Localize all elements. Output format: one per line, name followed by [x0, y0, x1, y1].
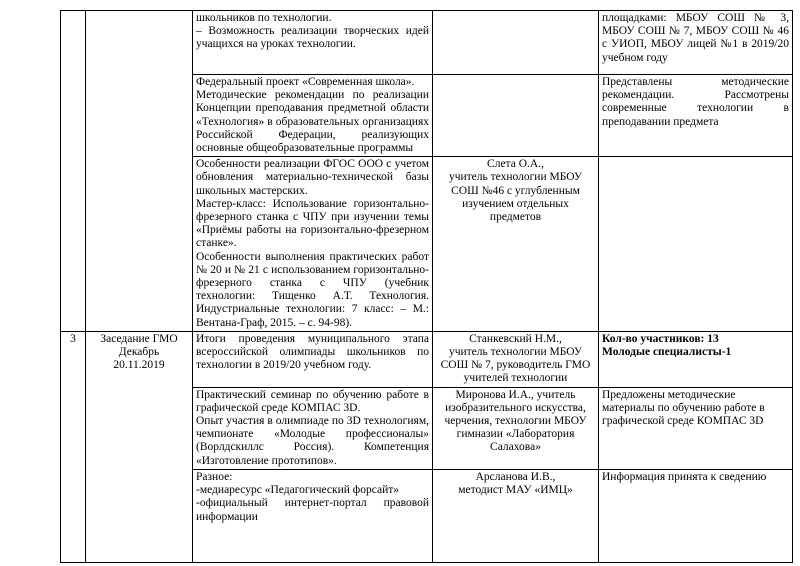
cell-row-number: [61, 331, 86, 562]
content-paragraph: -официальный интернет-портал правовой информации: [196, 497, 429, 523]
speaker-title: учитель технологии МБОУ СОШ №46 с углубленным изучением отдельных предметов: [448, 171, 583, 224]
cell-agenda-content: [193, 331, 433, 387]
speaker-name-title: Миронова И.А., учитель изобразительного искусства, черчения, технологии МБОУ гимназии «Лаборатория Салахова»: [444, 388, 587, 454]
cell-agenda-content: [193, 387, 433, 469]
content-paragraph: Особенности выполнения практических работ № 20 и № 21 с использованием горизонтально-фрезерного станка с ЧПУ (учебник технологии: Тищенко А.Т. Технология. Индустриальные технологии: 7 класс: – М.: Вентана-Граф, 2015. – с. 94-98).: [196, 250, 429, 329]
cell-speakers-empty: [433, 11, 599, 75]
cell-meeting-info: [86, 331, 193, 562]
cell-speakers: [433, 331, 599, 387]
row-number: 3: [70, 332, 76, 345]
cell-meeting-info-empty: [86, 11, 193, 332]
result-participants-count: Кол-во участников: 13: [602, 332, 719, 345]
content-paragraph: Методические рекомендации по реализации Концепции преподавания предметной области «Технология» в образовательных организациях Российской Федерации, реализующих основные общеобразовательные программы: [196, 89, 429, 155]
speaker-name: Станкевский Н.М.,: [469, 332, 562, 345]
meeting-name: Заседание ГМО: [100, 332, 178, 345]
cell-agenda-content: [193, 75, 433, 157]
content-paragraph: Разное:: [196, 470, 233, 483]
cell-results-empty: [599, 157, 793, 332]
content-paragraph: – Возможность реализации творческих идей учащихся на уроках технологии.: [196, 25, 429, 51]
cell-results: [599, 11, 793, 75]
cell-results: [599, 331, 793, 387]
cell-results: [599, 75, 793, 157]
cell-agenda-content: [193, 469, 433, 562]
cell-speakers: [433, 387, 599, 469]
cell-speakers: [433, 157, 599, 332]
speaker-title: методист МАУ «ИМЦ»: [458, 484, 573, 497]
cell-speakers: [433, 469, 599, 562]
cell-results: [599, 387, 793, 469]
content-paragraph: Особенности реализации ФГОС ООО с учетом обновления материально-технической базы школьных мастерских.: [196, 158, 429, 197]
content-paragraph: Мастер-класс: Использование горизонтально-фрезерного станка с ЧПУ при изучении темы «Приёмы работы на горизонтально-фрезерном станке».: [196, 197, 429, 250]
table-row: [61, 331, 793, 387]
result-paragraph: Информация принята к сведению: [602, 470, 767, 483]
result-young-specialists: Молодые специалисты-1: [602, 346, 732, 359]
cell-agenda-content: [193, 11, 433, 75]
meeting-month: Декабрь: [118, 346, 160, 359]
content-paragraph: Итоги проведения муниципального этапа всероссийской олимпиады школьников по технологии в 2019/20 учебном году.: [196, 332, 429, 372]
content-paragraph: Опыт участия в олимпиаде по 3D технологиям, чемпионате «Молодые профессионалы» (Ворлдскиллс Россия). Компетенция «Изготовление прототипов».: [196, 415, 429, 467]
content-paragraph: школьников по технологии.: [196, 12, 332, 24]
cell-speakers-empty: [433, 75, 599, 157]
table-row: [61, 11, 793, 75]
speaker-name: Арсланова И.В.,: [475, 470, 556, 483]
content-paragraph: Федеральный проект «Современная школа».: [196, 76, 415, 88]
meeting-protocol-table: [60, 10, 793, 563]
result-paragraph: Представлены методические рекомендации. Рассмотрены современные технологии в преподавании предмета: [602, 76, 789, 128]
result-paragraph: Предложены методические материалы по обучению работе в графической среде КОМПАС 3D: [602, 388, 765, 428]
content-paragraph: -медиаресурс «Педагогический форсайт»: [196, 484, 400, 497]
result-paragraph: площадками: МБОУ СОШ № 3, МБОУ СОШ № 7, МБОУ СОШ № 46 с УИОП, МБОУ лицей №1 в 2019/20 учебном году: [602, 12, 789, 64]
speaker-name: Слета О.А.,: [487, 158, 544, 171]
cell-row-number-empty: [61, 11, 86, 332]
meeting-date: 20.11.2019: [113, 359, 165, 372]
cell-results: [599, 469, 793, 562]
cell-agenda-content: [193, 157, 433, 332]
speaker-title: учитель технологии МБОУ СОШ № 7, руководитель ГМО учителей технологии: [440, 346, 591, 385]
content-paragraph: Практический семинар по обучению работе в графической среде КОМПАС 3D.: [196, 388, 429, 414]
